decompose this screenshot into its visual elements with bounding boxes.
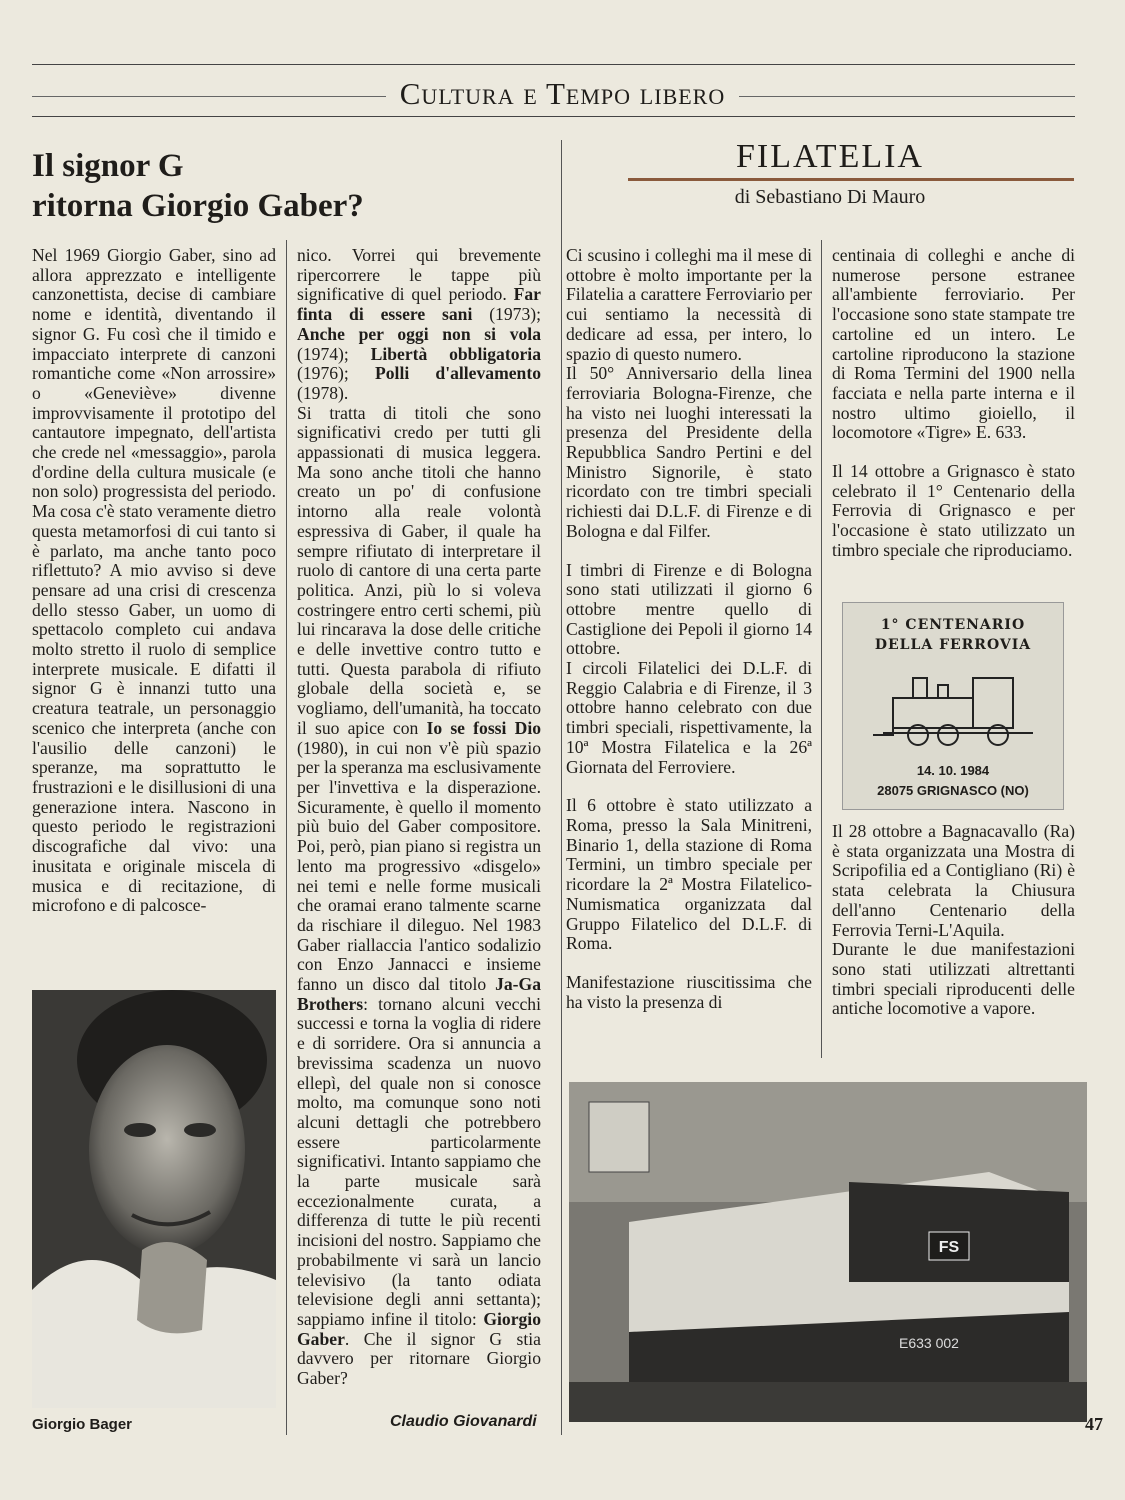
- page-number: 47: [1085, 1414, 1103, 1434]
- filatelia-column-1: Ci scusino i colleghi ma il mese di ottobre è molto importante per la Filatelia a carattere Ferroviario per cui sentiamo la necessità di dedicare ad essa, per intero, lo spazio di questo numero. Il 50° Anniversario della linea ferroviaria Bologna-Firenze, che ha visto nei luoghi interessati la presenza del Presidente della Repubblica Sandro Pertini e del Ministro Signorile, è stato ricordato con tre timbri speciali richiesti dai D.L.F. di Firenze e di Bologna e dal Filfer. I timbri di Firenze e di Bologna sono stati utilizzati il giorno 6 ottobre mentre quello di Castiglione dei Pepoli il giorno 14 ottobre. I circoli Filatelici dei D.L.F. di Reggio Calabria e di Firenze, il 3 ottobre hanno celebrato con due timbri speciali, rispettivamente, la 10ª Mostra Filatelica e la 26ª Giornata del Ferroviere. Il 6 ottobre è stato utilizzato a Roma, presso la Sala Minitreni, Binario 1, della stazione di Roma Termini, un timbro speciale per ricordare la 2ª Mostra Filatelico-Numismatica organizzata dal Gruppo Filatelico del D.L.F. di Roma. Manifestazione riuscitissima che ha visto la presenza di: [566, 245, 812, 1012]
- train-postcard: [569, 1082, 1087, 1422]
- photo-caption: Giorgio Bager: [32, 1416, 133, 1433]
- singer-photo: [32, 990, 276, 1408]
- fs-logo: FS: [938, 1239, 960, 1256]
- electric-locomotive-image: [569, 1082, 1087, 1422]
- filatelia-column-2b: Il 28 ottobre a Bagnacavallo (Ra) è stata organizzata una Mostra di Scripofilia ed a Contigliano (Ri) è stata celebrata la Chiusura dell'anno Centenario della Ferrovia Terni-L'Aquila. Durante le due manifestazioni sono stati utilizzati altrettanti timbri speciali riproducenti delle antiche locomotive a vapore.: [832, 821, 1075, 1019]
- grignasco-stamp: 1° CENTENARIO DELLA FERROVIA 14. 10. 1984 28075 GRIGNASCO (NO): [842, 602, 1064, 810]
- author-signature: Claudio Giovanardi: [390, 1413, 537, 1430]
- article-column-2: nico. Vorrei qui brevemente ripercorrere le tappe più significative di quel periodo. Far finta di essere sani (1973); Anche per oggi non si vola (1974); Libertà obbligatoria (1976); Polli d'allevamento (1978). Si tratta di titoli che sono significativi credo per tutti gli appassionati di musica leggera. Ma sono anche titoli che hanno creato un po' di confusione intorno alla reale volontà espressiva di Gaber, il quale ha sempre rifiutato di interpretare il ruolo di cantore di una certa parte politica. Anzi, più lo si voleva costringere entro certi schemi, più lui rincarava la dose delle critiche e delle invettive contro tutto e tutti. Questa parabola di rifiuto globale della società e, se vogliamo, dell'umanità, ha toccato il suo apice con Io se fossi Dio (1980), in cui non v'è più spazio per la speranza ma esclusivamente per l'invettiva e la disperazione. Sicuramente, è quello il momento più buio del Gaber compositore. Poi, però, pian piano si registra un lento ma progressivo «disgelo» nei temi e nelle forme musicali che oramai erano talmente scarne da rischiare il dileguo. Nel 1983 Gaber riallaccia l'antico sodalizio con Enzo Jannacci e insieme fanno un disco dal titolo Ja-Ga Brothers: tornano alcuni vecchi successi e torna la voglia di ridere e di sorridere. Ora si annuncia a brevissima scadenza un nuovo ellepì, del quale non si conosce molto, ma comunque sono noti alcuni dettagli che potrebbero essere particolarmente significativi. Intanto sappiamo che la parte musicale sarà eccezionalmente curata, a differenza di tutte le più recenti incisioni del nostro. Sappiamo che probabilmente vi sarà un lancio televisivo (la tanto odiata televisione degli anni settanta); sappiamo infine il titolo: Giorgio Gaber. Che il signor G stia davvero per ritornare Giorgio Gaber?: [297, 245, 541, 1389]
- portrait-image: [32, 990, 276, 1408]
- filatelia-title: FILATELIA: [736, 138, 924, 175]
- article-column-1: Nel 1969 Giorgio Gaber, sino ad allora apprezzato e intelligente canzonettista, decise di cambiare nome e identità, diventando il signor G. Fu così che il timido e impacciato interprete di canzoni romantiche come «Non arrossire» o «Geneviève» divenne improvvisamente il prototipo del cantautore impegnato, dell'artista che crede nel «messaggio», parola d'ordine della cultura musicale (e non solo) progressista del periodo. Ma cosa c'è stato veramente dietro questa metamorfosi di cui tanto si è parlato, ma anche tanto poco riflettuto? A mio avviso si deve pensare ad una crisi di crescenza dello stesso Gaber, un uomo di spettacolo completo cui andava molto stretto il ruolo di semplice interprete musicale. E difatti il signor G è innanzi tutto una creatura teatrale, un personaggio scenico che interpreta (anche con l'ausilio delle canzoni) le speranze, ma soprattutto le frustrazioni e le disillusioni di una generazione intera. Nascono in questo periodo le registrazioni discografiche dal vivo: una inusitata e originale miscela di musica e di recitazione, di microfono e di palcosce-: [32, 245, 276, 916]
- filatelia-byline: di Sebastiano Di Mauro: [734, 186, 926, 208]
- filatelia-column-2: centinaia di colleghi e anche di numerose persone estranee all'ambiente ferroviario. Per l'occasione sono state stampate tre cartoline ed un intero. Le cartoline riproducono la stazione di Roma Termini del 1900 nella facciata e nella parte interna e il nostro ultimo gioiello, il locomotore «Tigre» E. 633. Il 14 ottobre a Grignasco è stato celebrato il 1° Centenario della Ferrovia di Grignasco e per l'occasione è stato utilizzato un timbro speciale che riproduciamo.: [832, 245, 1075, 560]
- train-number: E633 002: [899, 1335, 959, 1351]
- article-title: Il signor G ritorna Giorgio Gaber?: [32, 148, 364, 224]
- section-header: Cultura e Tempo libero: [0, 76, 1125, 112]
- steam-locomotive-icon: [873, 663, 1043, 753]
